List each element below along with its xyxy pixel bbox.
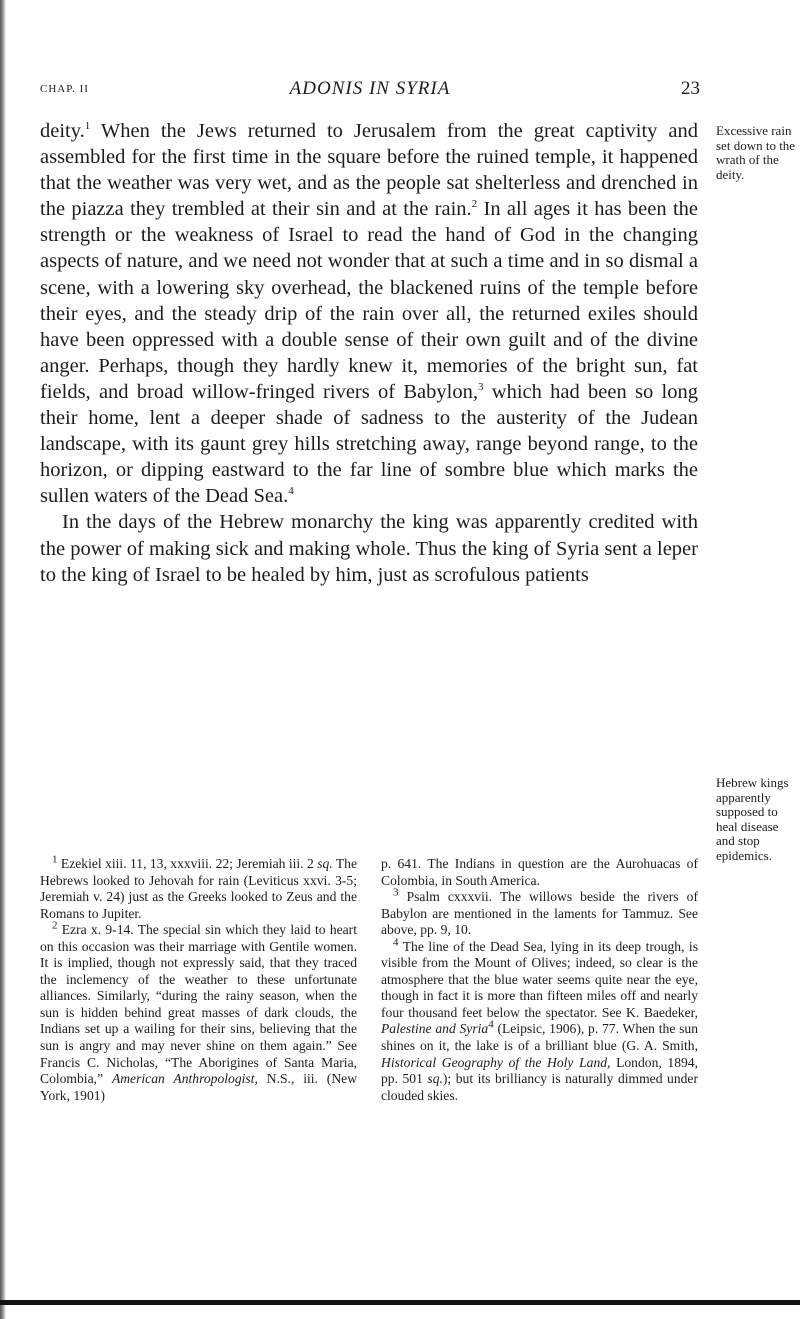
footnote-3 xyxy=(381,886,698,939)
footnote-column-left xyxy=(40,853,358,1104)
footnote-1 xyxy=(40,853,357,922)
footnote-2-continued xyxy=(381,856,698,889)
italic-run: Historical Geography of the Holy Land, xyxy=(381,1054,611,1070)
text-run: In the days of the Hebrew monarchy the king was apparently credited with the power of making sick and making whole. Thus the king of Syria sent a leper to the king of Israel to be healed by him, just as scrofulous patients xyxy=(40,511,698,586)
edition-superscript: 4 xyxy=(488,1018,494,1031)
text-run: The line of the Dead Sea, lying in its deep trough, is visible from the Mount of Olives; indeed, so clear is the atmosphere that the blue water seems quite near the eye, though in fact it is more than fifteen miles off and nearly four thousand feet below the spectator. See K. Baedeker, xyxy=(381,938,698,1020)
italic-run: sq. xyxy=(427,1071,443,1087)
paragraph-1 xyxy=(40,118,698,509)
text-run: Ezra x. 9-14. The special sin which they laid to heart on this occasion was their marriage with Gentile women. It is implied, though not expressly said, that they traced the inclemency of the weather to these unfortunate alliances. Similarly, “during the rainy season, when the sun is hidden behind great masses of dark clouds, the Indians set up a wailing for their sins, believing that the sun is angry and may never shine on them again.” See Francis C. Nicholas, “The Aborigines of Santa Maria, Colombia,” xyxy=(40,922,357,1087)
italic-run: Palestine and Syria xyxy=(381,1021,489,1037)
footnote-number: 1 xyxy=(52,853,58,866)
footnote-4 xyxy=(381,936,698,1104)
text-run: p. 641. The Indians in question are the Aurohuacas of Colombia, in South America. xyxy=(381,856,698,888)
running-title: ADONIS IN SYRIA xyxy=(289,78,451,99)
page-edge-rule xyxy=(0,1300,800,1305)
text-run: When the Jews returned to Jerusalem from the great captivity and assembled for the first time in the square before the ruined temple, it happened that the weather was very wet, and as the people sat shelterless and drenched in the piazza they trembled at their sin and at the rain. xyxy=(40,120,698,221)
margin-note-rain: Excessive rain set down to the wrath of the deity. xyxy=(716,123,796,182)
text-run: deity. xyxy=(40,120,85,142)
text-run: In all ages it has been the strength or the weakness of Israel to read the hand of God in the changing aspects of nature, and we need not wonder that at such a time and in so dismal a scene, with a lowering sky overhead, the blackened ruins of the temple before their eyes, and the steady drip of the rain over all, the returned exiles should have been oppressed with a double sense of their own guilt and of the divine anger. Perhaps, though they hardly knew it, memories of the bright sun, fat fields, and broad willow-fringed rivers of Babylon, xyxy=(40,198,699,403)
text-run: Psalm cxxxvii. The willows beside the rivers of Babylon are mentioned in the laments for Tammuz. See above, pp. 9, 10. xyxy=(381,889,698,938)
text-run: London, 1894, pp. 501 xyxy=(381,1054,698,1087)
margin-note-kings: Hebrew kings apparently supposed to heal disease and stop epidemics. xyxy=(716,775,789,863)
footnote-ref-2: 2 xyxy=(471,198,478,211)
paragraph-2 xyxy=(40,509,698,587)
text-run: ); but its brilliancy is naturally dimmed under clouded skies. xyxy=(381,1071,698,1103)
text-run: The Hebrews looked to Jehovah for rain (Leviticus xxvi. 3-5; Jeremiah v. 24) just as the Greeks looked to Zeus and the Romans to Jupiter. xyxy=(40,856,357,921)
chapter-label: CHAP. II xyxy=(40,83,89,95)
footnote-number: 4 xyxy=(393,936,399,949)
italic-run: American Anthropologist, xyxy=(111,1071,258,1087)
running-head xyxy=(40,78,700,108)
spine-shadow xyxy=(0,0,6,1319)
italic-run: sq. xyxy=(317,856,333,871)
footnote-2 xyxy=(40,919,358,1104)
footnote-ref-1: 1 xyxy=(84,120,91,133)
text-run: (Leipsic, 1906), p. 77. When the sun shines on it, the lake is of a brilliant blue (G. A. Smith, xyxy=(381,1021,698,1054)
footnote-ref-4: 4 xyxy=(288,485,294,498)
page-number: 23 xyxy=(681,78,700,99)
footnote-number: 2 xyxy=(52,919,58,932)
text-run: Ezekiel xiii. 11, 13, xxxviii. 22; Jeremiah iii. 2 xyxy=(57,856,318,871)
text-run: N.S., iii. (New York, 1901) xyxy=(40,1071,358,1103)
footnote-column-right xyxy=(381,856,698,1104)
footnote-ref-3: 3 xyxy=(477,381,484,394)
body-text xyxy=(40,118,698,588)
footnote-number: 3 xyxy=(393,886,399,899)
text-run: which had been so long their home, lent a deeper shade of sadness to the austerity of the Judean landscape, with its gaunt grey hills stretching away, range beyond range, to the horizon, or dipping eastward to the far line of sombre blue which marks the sullen waters of the Dead Sea. xyxy=(40,380,698,508)
